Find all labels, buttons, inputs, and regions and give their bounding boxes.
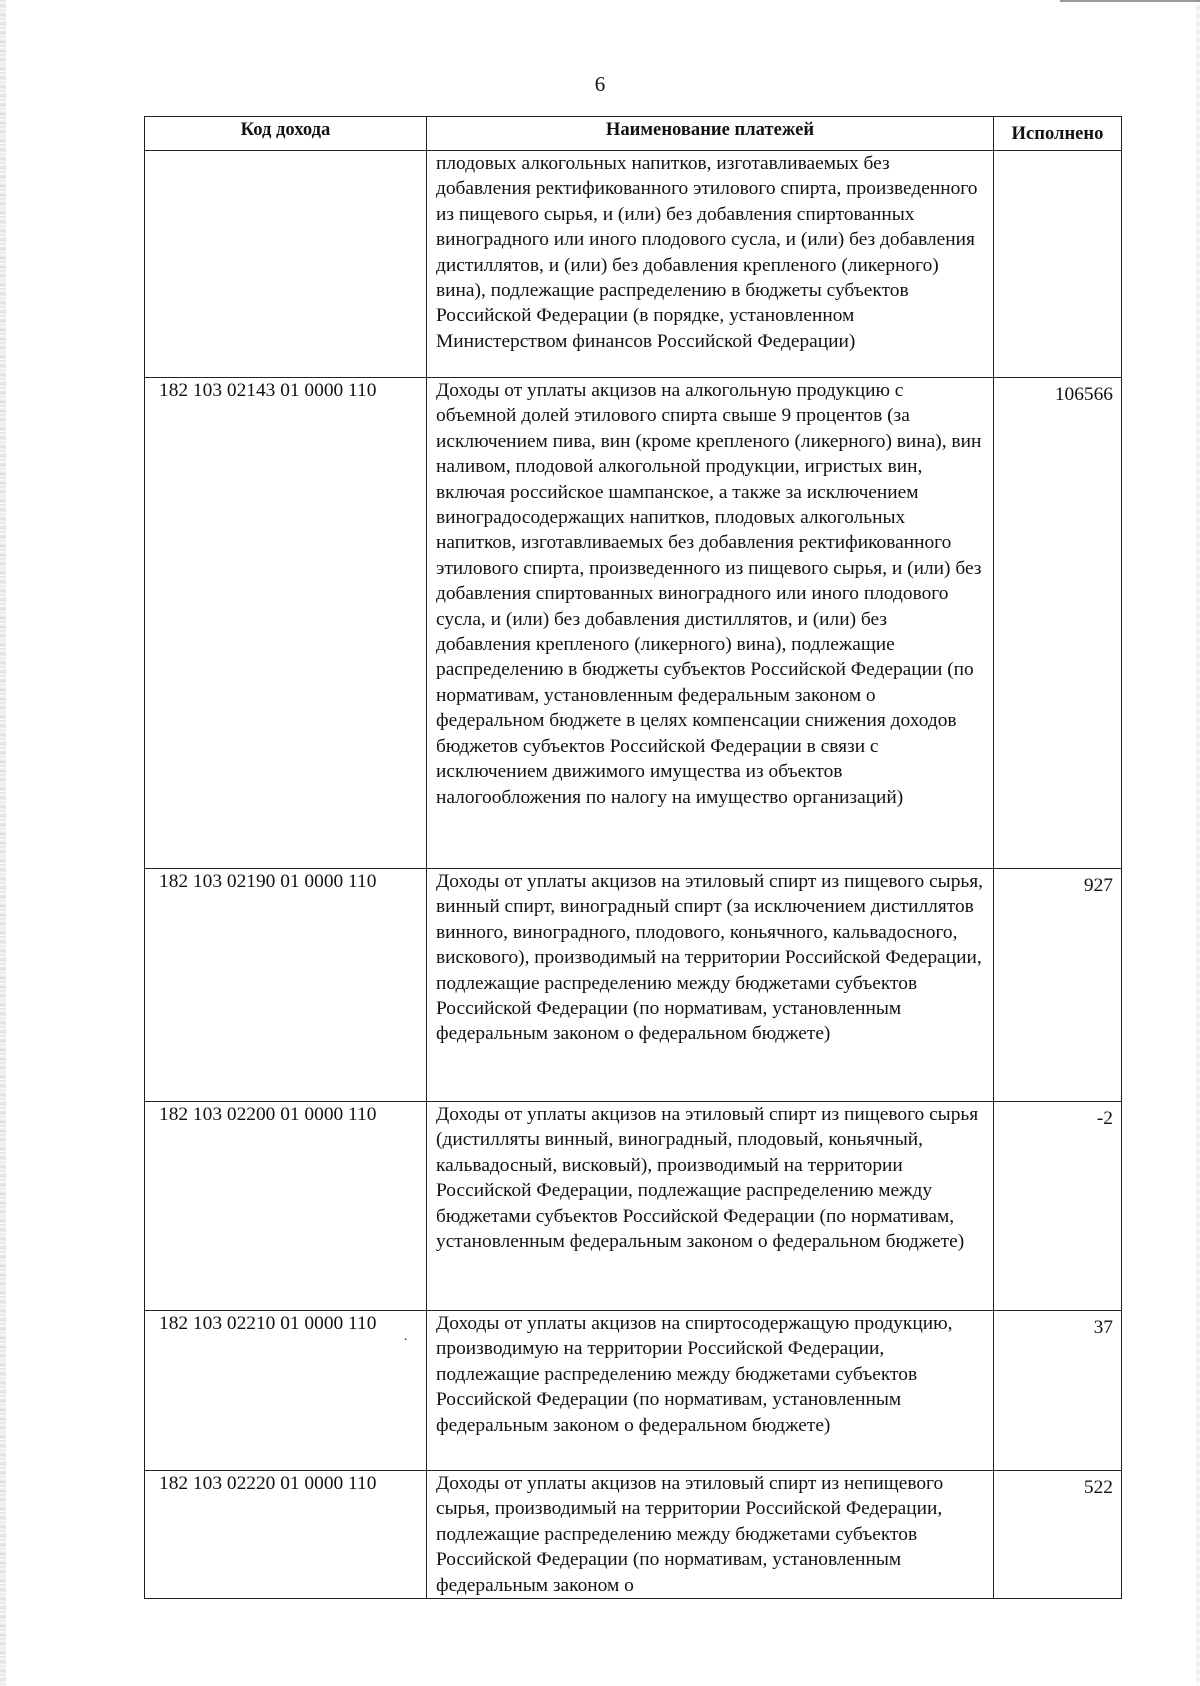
code-mark: · xyxy=(403,1333,408,1349)
executed-amount: 522 xyxy=(994,1471,1122,1599)
payment-name: Доходы от уплаты акцизов на алкогольную продукцию с объемной долей этилового спирта свыше 9 процентов (за исключением пива, вин (кроме крепленого (ликерного) вина), вин наливом, плодовой алкогольной продукции, игристых вин, включая российское шампанское, а также за исключением виноградосодержащих напитков, плодовых алкогольных напитков, изготавливаемых без добавления ректификованного этилового спирта, произведенного из пищевого сырья, и (или) без добавления спиртованных виноградного или иного плодового сусла, и (или) без добавления дистиллятов, и (или) без добавления крепленого (ликерного) вина), подлежащие распределению в бюджеты субъектов Российской Федерации (по нормативам, установленным федеральным законом о федеральном бюджете в целях компенсации снижения доходов бюджетов субъектов Российской Федерации в связи с исключением движимого имущества из объектов налогообложения по налогу на имущество организаций) xyxy=(427,378,994,869)
table-row xyxy=(145,378,1122,869)
payment-name: Доходы от уплаты акцизов на спиртосодержащую продукцию, производимую на территории Российской Федерации, подлежащие распределению между бюджетами субъектов Российской Федерации (по нормативам, установленным федеральным законом о федеральном бюджете) xyxy=(427,1311,994,1471)
table-row xyxy=(145,1102,1122,1311)
scan-edge-right xyxy=(1196,0,1200,1686)
executed-amount: 106566 xyxy=(994,378,1122,869)
table-row xyxy=(145,1311,1122,1471)
income-code-cell xyxy=(145,1311,427,1471)
income-code: 182 103 02143 01 0000 110 xyxy=(145,378,427,869)
payment-name: Доходы от уплаты акцизов на этиловый спирт из пищевого сырья, винный спирт, виноградный спирт (за исключением дистиллятов винного, виноградного, плодового, коньячного, кальвадосного, вискового), производимый на территории Российской Федерации, подлежащие распределению между бюджетами субъектов Российской Федерации (по нормативам, установленным федеральным законом о федеральном бюджете) xyxy=(427,869,994,1102)
table-header-row xyxy=(145,117,1122,151)
income-code: 182 103 02200 01 0000 110 xyxy=(145,1102,427,1311)
table-row xyxy=(145,151,1122,378)
executed-amount xyxy=(994,151,1122,378)
header-code: Код дохода xyxy=(145,117,427,151)
payment-name: Доходы от уплаты акцизов на этиловый спирт из пищевого сырья (дистилляты винный, виноградный, плодовый, коньячный, кальвадосный, висковый), производимый на территории Российской Федерации, подлежащие распределению между бюджетами субъектов Российской Федерации (по нормативам, установленным федеральным законом о федеральном бюджете) xyxy=(427,1102,994,1311)
income-code xyxy=(145,151,427,378)
income-table xyxy=(144,116,1122,1599)
table-row xyxy=(145,869,1122,1102)
scan-edge-left xyxy=(0,0,6,1686)
scan-top-line xyxy=(1060,0,1200,2)
executed-amount: 927 xyxy=(994,869,1122,1102)
income-code: 182 103 02190 01 0000 110 xyxy=(145,869,427,1102)
table-row xyxy=(145,1471,1122,1599)
income-code: 182 103 02220 01 0000 110 xyxy=(145,1471,427,1599)
income-code: 182 103 02210 01 0000 110 xyxy=(159,1313,377,1334)
payment-name: Доходы от уплаты акцизов на этиловый спирт из непищевого сырья, производимый на территории Российской Федерации, подлежащие распределению между бюджетами субъектов Российской Федерации (по нормативам, установленным федеральным законом о xyxy=(427,1471,994,1599)
payment-name: плодовых алкогольных напитков, изготавливаемых без добавления ректификованного этилового спирта, произведенного из пищевого сырья, и (или) без добавления спиртованных виноградного или иного плодового сусла, и (или) без добавления дистиллятов, и (или) без добавления крепленого (ликерного) вина), подлежащие распределению в бюджеты субъектов Российской Федерации (в порядке, установленном Министерством финансов Российской Федерации) xyxy=(427,151,994,378)
header-name: Наименование платежей xyxy=(427,117,994,151)
executed-amount: 37 xyxy=(994,1311,1122,1471)
header-done: Исполнено xyxy=(994,117,1122,151)
page-number: 6 xyxy=(594,72,606,96)
executed-amount: -2 xyxy=(994,1102,1122,1311)
